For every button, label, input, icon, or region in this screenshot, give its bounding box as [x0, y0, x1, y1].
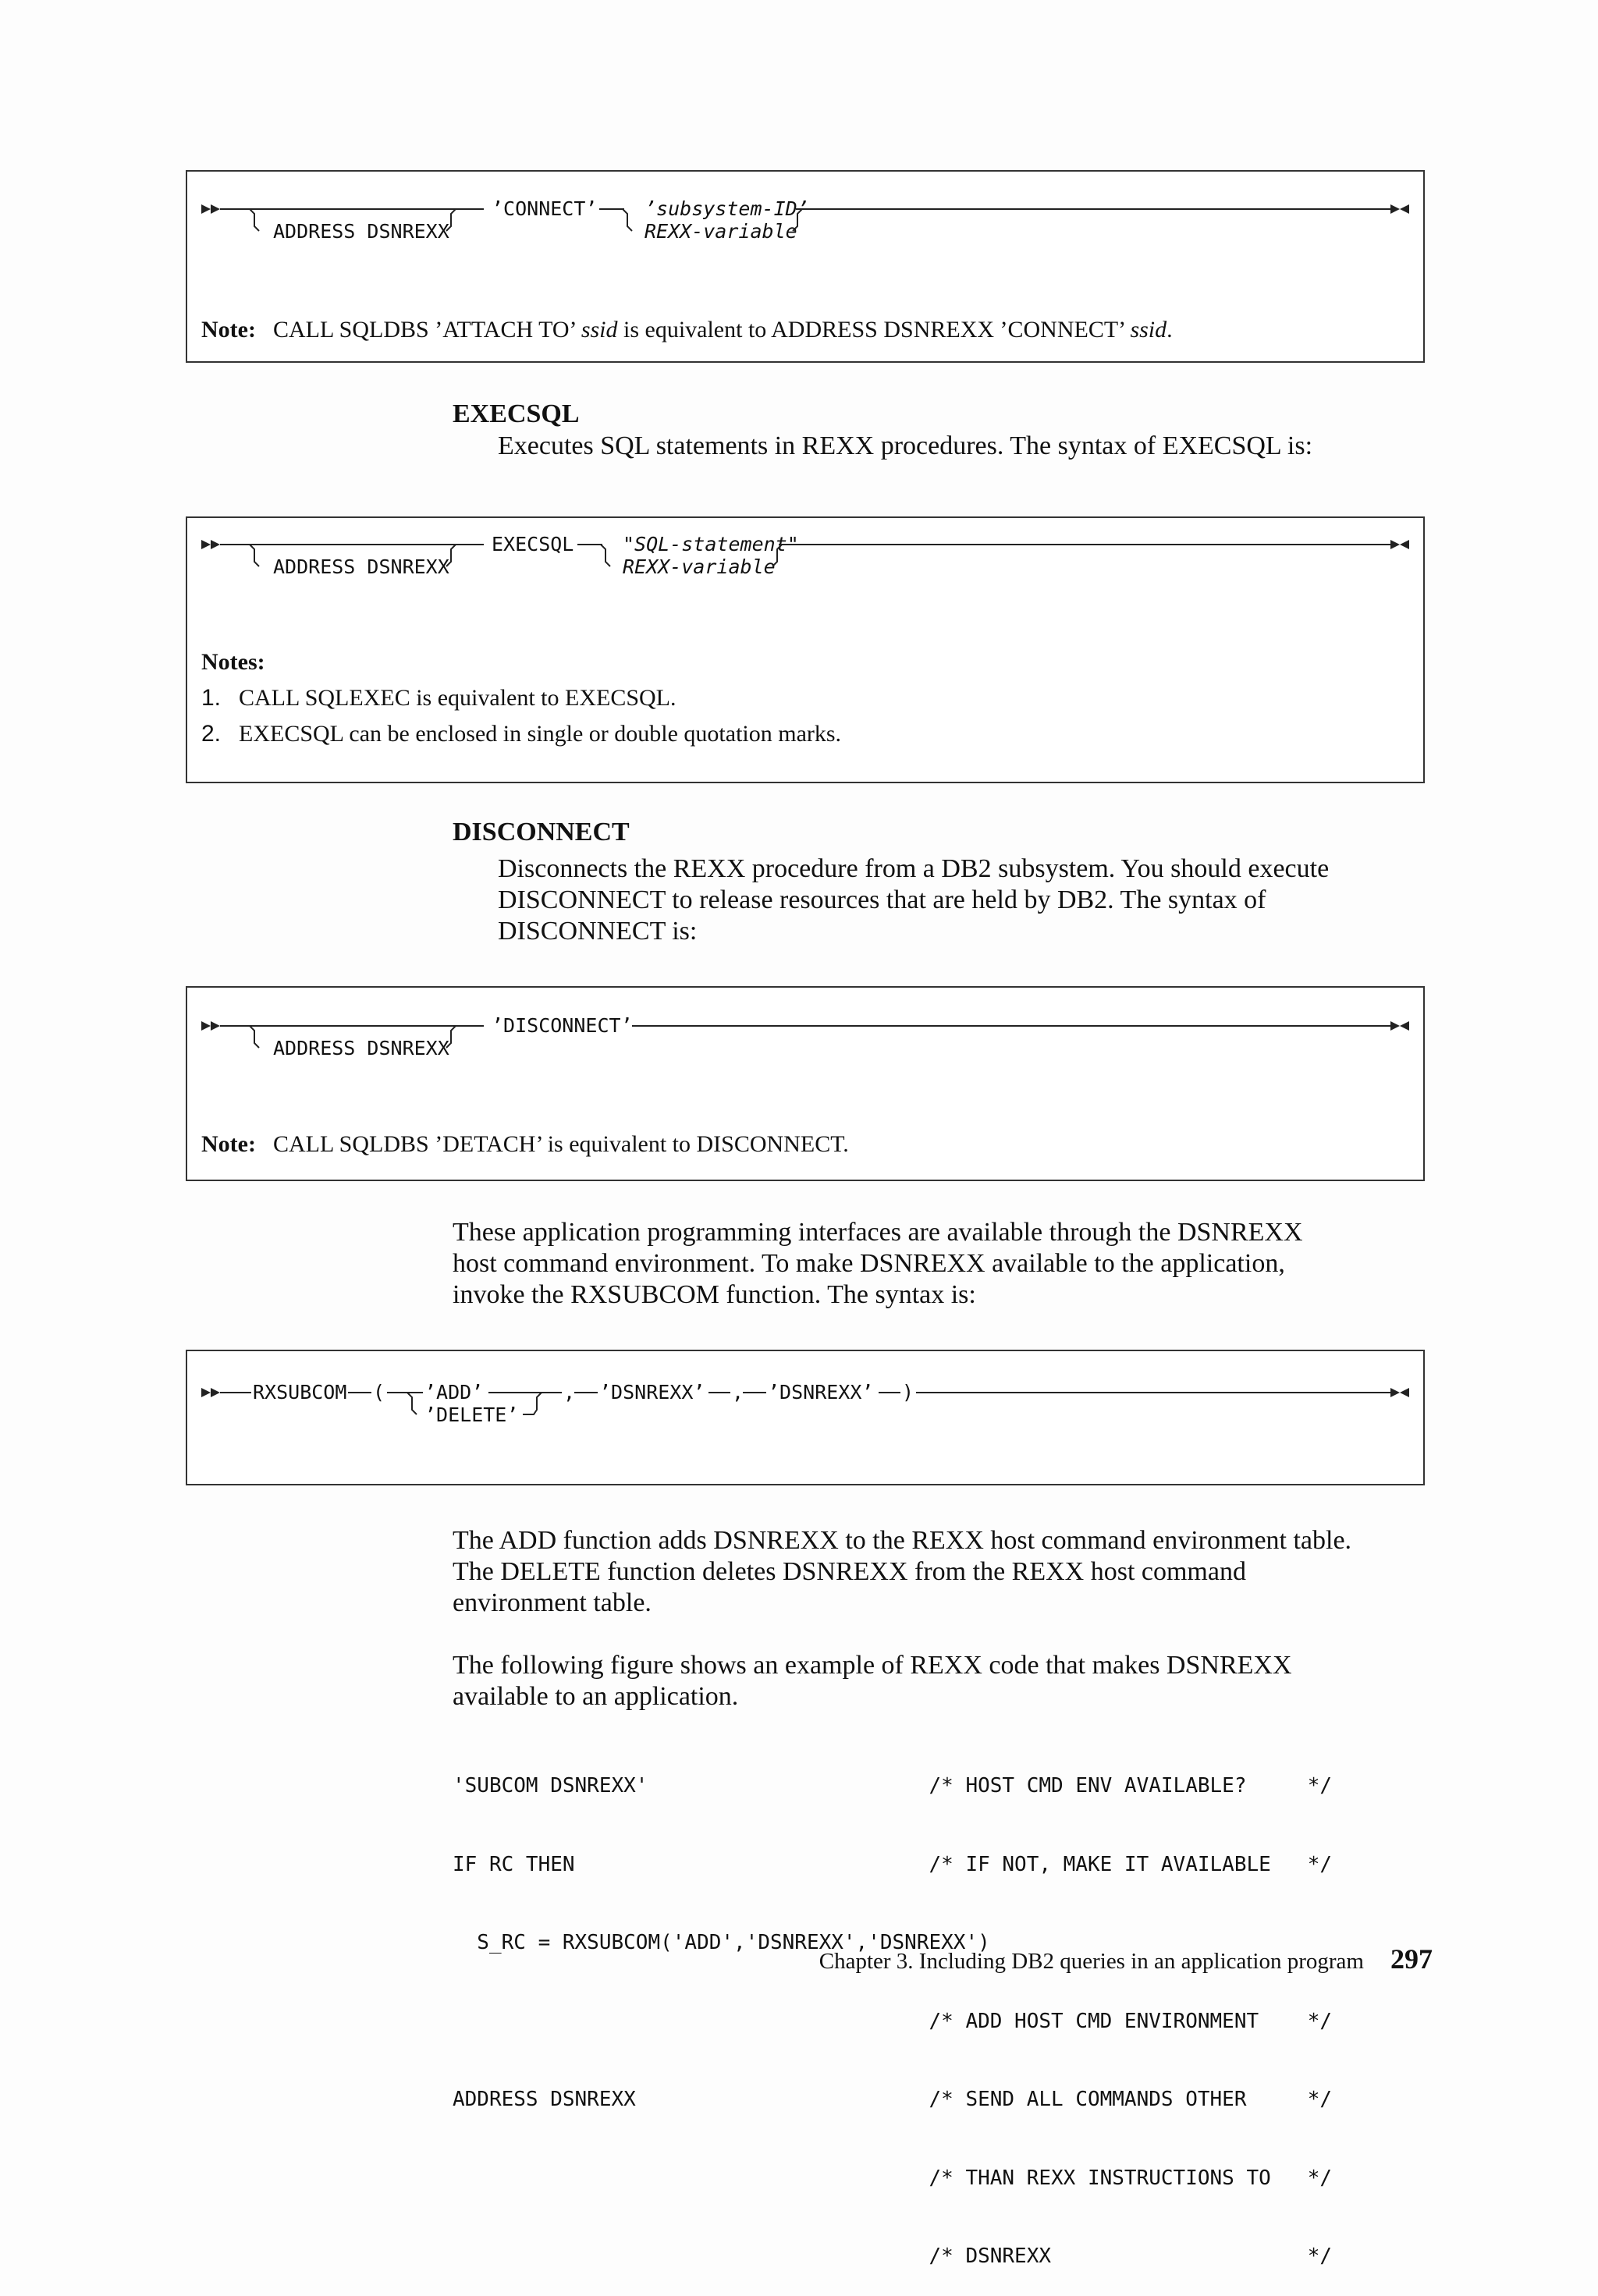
- code-line: 'SUBCOM DSNREXX' /* HOST CMD ENV AVAILABLE? */: [453, 1774, 1333, 1797]
- disconnect-keyword: ’DISCONNECT’: [492, 1014, 633, 1037]
- start-arrow-icon: [201, 540, 211, 549]
- execsql-address-label: ADDRESS DSNREXX: [273, 555, 449, 578]
- note-label: Note:: [201, 317, 256, 342]
- execsql-notes-label: Notes:: [201, 649, 265, 675]
- execsql-syntax-diagram: [187, 518, 1423, 635]
- execsql-description: Executes SQL statements in REXX procedures. The syntax of EXECSQL is:: [498, 431, 1313, 460]
- disconnect-syntax-diagram: [187, 988, 1423, 1105]
- page-number: 297: [1390, 1943, 1433, 1975]
- code-line: /* THAN REXX INSTRUCTIONS TO */: [453, 2166, 1333, 2190]
- code-line: /* ADD HOST CMD ENVIRONMENT */: [453, 2009, 1333, 2033]
- figure-intro-paragraph: The following figure shows an example of REXX code that makes DSNREXX available to an application.: [453, 1651, 1292, 1711]
- execsql-heading: EXECSQL: [453, 399, 580, 428]
- connect-rexx-variable: REXX-variable: [645, 220, 797, 243]
- connect-subsystem-id: ’subsystem-ID’: [645, 197, 809, 220]
- rxsubcom-comma-2: ,: [732, 1381, 744, 1404]
- rxsubcom-arg-1: ’DSNREXX’: [599, 1381, 705, 1404]
- execsql-note-1: 1. CALL SQLEXEC is equivalent to EXECSQL.: [201, 685, 676, 711]
- add-delete-paragraph: The ADD function adds DSNREXX to the REXX host command environment table. The DELETE function deletes DSNREXX from the REXX host command environment table.: [453, 1526, 1352, 1617]
- execsql-sql-statement: "SQL-statement": [623, 533, 799, 555]
- rxsubcom-syntax-diagram: [187, 1351, 1423, 1468]
- end-arrow-icon: [1390, 540, 1400, 549]
- connect-address-label: ADDRESS DSNREXX: [273, 220, 449, 243]
- chapter-title: Chapter 3. Including DB2 queries in an application program: [819, 1949, 1364, 1974]
- end-arrow-icon: [1390, 1021, 1400, 1031]
- page-footer: [819, 1943, 1433, 1975]
- rexx-code-example: [453, 1721, 1332, 2296]
- rxsubcom-delete-option: ’DELETE’: [424, 1404, 519, 1426]
- code-line: /* DSNREXX */: [453, 2245, 1333, 2268]
- code-line: S_RC = RXSUBCOM('ADD','DSNREXX','DSNREXX'): [453, 1931, 990, 1954]
- connect-note: Note: CALL SQLDBS ’ATTACH TO’ ssid is equivalent to ADDRESS DSNREXX ’CONNECT’ ssid.: [201, 317, 1173, 342]
- connect-syntax-diagram: [187, 172, 1423, 289]
- start-arrow-icon: [201, 204, 211, 214]
- execsql-note-2: 2. EXECSQL can be enclosed in single or double quotation marks.: [201, 721, 842, 747]
- end-arrow-icon: [1390, 1388, 1400, 1397]
- disconnect-address-label: ADDRESS DSNREXX: [273, 1037, 449, 1059]
- connect-keyword: ’CONNECT’: [492, 197, 598, 220]
- end-arrow-icon: [1390, 204, 1400, 214]
- rxsubcom-open-paren: (: [373, 1381, 385, 1404]
- start-arrow-icon: [201, 1021, 211, 1031]
- rxsubcom-close-paren: ): [902, 1381, 914, 1404]
- code-line: IF RC THEN /* IF NOT, MAKE IT AVAILABLE */: [453, 1852, 1333, 1876]
- rxsubcom-syntax-box: [186, 1350, 1425, 1485]
- execsql-keyword: EXECSQL: [492, 533, 574, 555]
- disconnect-heading: DISCONNECT: [453, 818, 630, 846]
- code-line: ADDRESS DSNREXX /* SEND ALL COMMANDS OTHER */: [453, 2088, 1333, 2111]
- rxsubcom-arg-2: ’DSNREXX’: [768, 1381, 874, 1404]
- start-arrow-icon: [201, 1388, 211, 1397]
- rxsubcom-comma-1: ,: [563, 1381, 576, 1404]
- api-intro-paragraph: These application programming interfaces are available through the DSNREXX host command environment. To make DSNREXX available to the application, invoke the RXSUBCOM function. The syntax is:: [453, 1218, 1303, 1309]
- rxsubcom-function-name: RXSUBCOM: [253, 1381, 347, 1404]
- execsql-rexx-variable: REXX-variable: [623, 555, 776, 578]
- rxsubcom-add-option: ’ADD’: [424, 1381, 484, 1404]
- execsql-syntax-box: [186, 516, 1425, 783]
- disconnect-syntax-box: [186, 986, 1425, 1181]
- disconnect-note: Note: CALL SQLDBS ’DETACH’ is equivalent to DISCONNECT.: [201, 1131, 849, 1157]
- disconnect-description: Disconnects the REXX procedure from a DB2 subsystem. You should execute DISCONNECT to release resources that are held by DB2. The syntax of DISCONNECT is:: [498, 854, 1330, 946]
- connect-syntax-box: [186, 170, 1425, 363]
